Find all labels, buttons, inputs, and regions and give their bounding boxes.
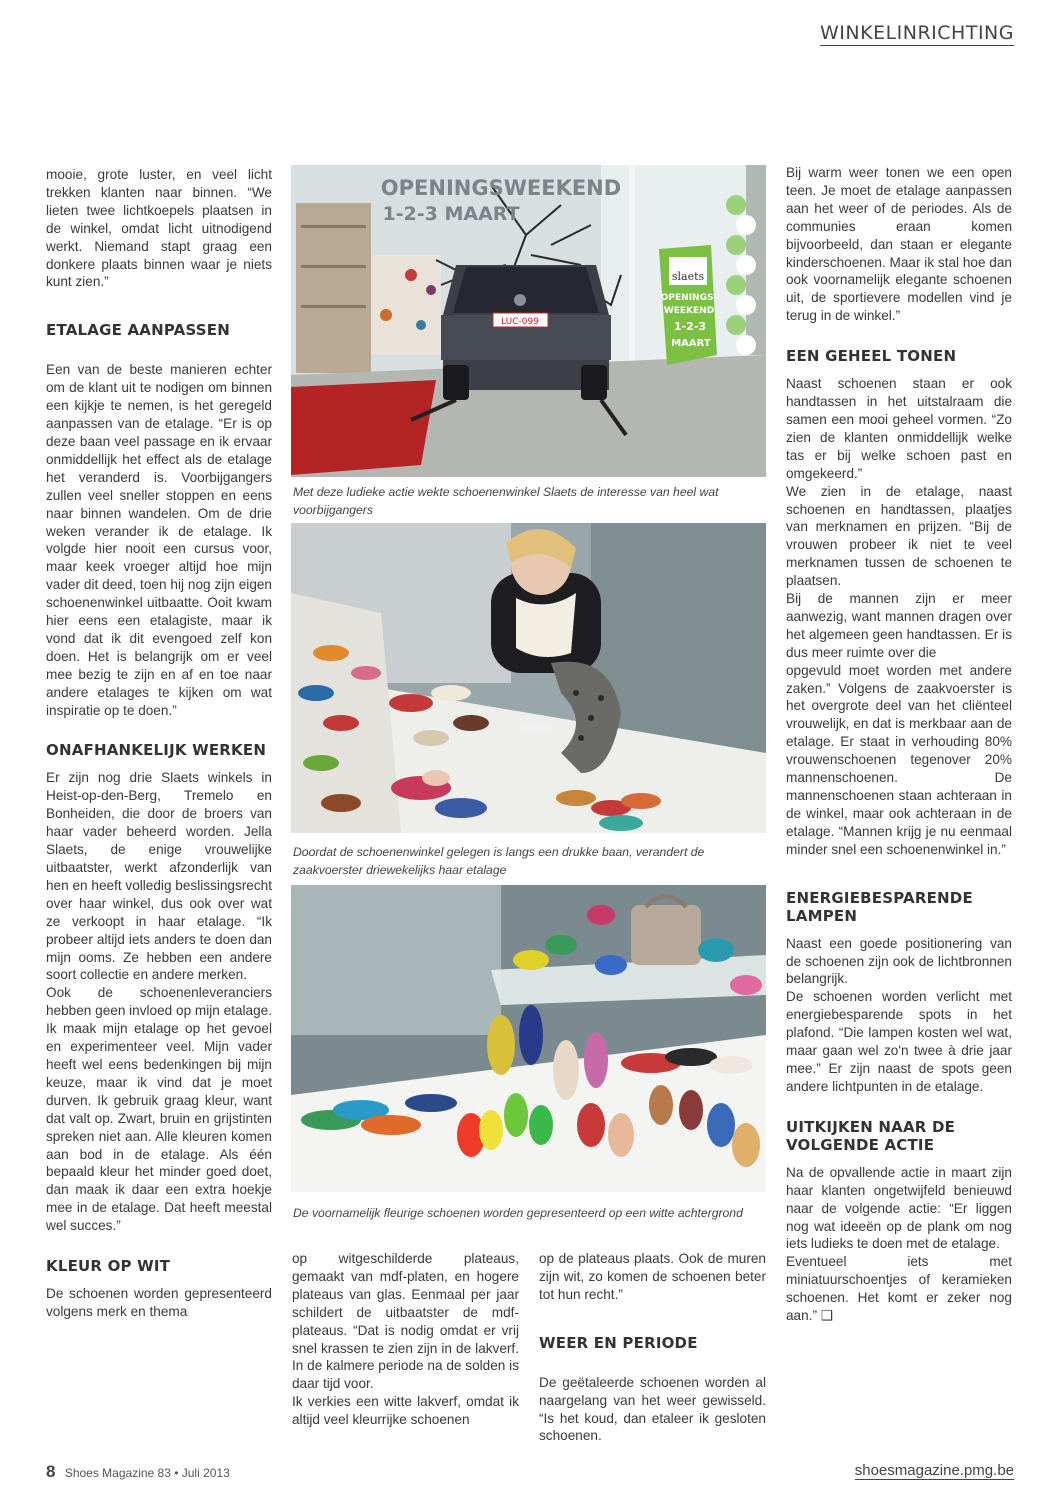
storefront-photo bbox=[291, 165, 766, 477]
subheading: ENERGIEBESPARENDE LAMPEN bbox=[786, 888, 973, 925]
paragraph: De schoenen worden verlicht met energiebesparende spots in het plafond. “Die lampen kosten wel wat, maar gaan wel zo'n twee à drie jaar mee.” Er zijn naast de spots geen andere lichtpunten in de etalage. bbox=[786, 989, 1012, 1094]
paragraph: Er zijn nog drie Slaets winkels in Heist-op-den-Berg, Tremelo en Bonheiden, die door de broers van haar vader beheerd worden. Jella Slaets, de enige vrouwelijke uitbaatster, werkt afzonderlijk van hen en heeft volledig beslissingsrecht over haar winkel, dus ook over wat ze verkoopt in haar etalage. “Ik probeer altijd iets anders te doen dan mijn ooms. Ze hebben een andere soort collectie en andere merken. bbox=[46, 770, 272, 983]
paragraph: op witgeschilderde plateaus, gemaakt van mdf-platen, en hogere plateaus van glas. Eenmaal per jaar schildert de uitbaatster de mdf-plateaus. “Dat is nodig omdat er vrij snel krassen te zien zijn in de lakverf. In de kalmere periode na de solden is daar tijd voor. bbox=[292, 1251, 519, 1392]
paragraph: mooie, grote luster, en veel licht trekken klanten naar binnen. “We lieten twee lichtkoepels plaatsen in de winkel, omdat licht uitnodigend werkt. Niemand stapt graag een donkere plaats binnen waar je niets kunt zien.” bbox=[46, 167, 272, 290]
arranging-photo bbox=[291, 523, 766, 833]
subheading: ETALAGE AANPASSEN bbox=[46, 321, 231, 340]
section-label: WINKELINRICHTING bbox=[820, 22, 1014, 44]
paragraph: opgevuld moet worden met andere zaken.” Volgens de zaakvoerster is het overgrote deel van het cliënteel vrouwelijk, en dat is merkbaar aan de etalage. Er staat in verhouding 80% vrouwenschoenen tegenover 20% mannenschoenen. De mannenschoenen staan achteraan in de winkel, maar ook achteraan in de etalage. “Mannen krijg je nu eenmaal minder snel een schoenenwinkel in.” bbox=[786, 662, 1012, 857]
paragraph: De geëtaleerde schoenen worden al naargelang van het weer gewisseld. “Is het koud, dan etaleer ik gesloten schoenen. bbox=[539, 1374, 766, 1444]
license-plate: LUC-099 bbox=[501, 317, 539, 327]
sign-text: OPENINGS- bbox=[660, 293, 718, 303]
photo-caption: Met deze ludieke actie wekte schoenenwinkel Slaets de interesse van heel wat voorbijgangers bbox=[293, 485, 719, 517]
sign-text: WEEKEND bbox=[663, 306, 715, 316]
paragraph: Naast schoenen staan er ook handtassen in het uitstalraam die samen een mooi geheel vormen. “Zo zien de klanten onmiddellijk welke tas er bij welke schoen past en omgekeerd.” bbox=[786, 376, 1012, 481]
sign-text: 1-2-3 bbox=[673, 320, 707, 333]
photo-caption: De voornamelijk fleurige schoenen worden gepresenteerd op een witte achtergrond bbox=[293, 1206, 743, 1220]
paragraph: Bij de mannen zijn er meer aanwezig, want mannen dragen over het algemeen geen handtassen. Er is dus meer ruimte over die bbox=[786, 591, 1012, 660]
display-photo bbox=[291, 885, 766, 1192]
paragraph: Ik verkies een witte lakverf, omdat ik altijd veel kleurrijke schoenen bbox=[292, 1394, 519, 1428]
paragraph: De schoenen worden gepresenteerd volgens merk en thema bbox=[46, 1286, 272, 1319]
paragraph: We zien in de etalage, naast schoenen en handtassen, plaatjes van merknamen en prijzen. “Bij de vrouwen probeer ik niet te veel merknamen tussen de schoenen te plaatsen. bbox=[786, 483, 1012, 589]
paragraph: Naast een goede positionering van de schoenen zijn ook de lichtbronnen belangrijk. bbox=[786, 935, 1012, 987]
paragraph: Ik maak mijn etalage op het gevoel en experimenteer veel. Mijn vader heeft wel eens bedenkingen bij mijn keuze, maar ik vind dat je moet durven. Ik gebruik graag kleur, want dat valt op. Zwart, bruin en grijstinten spreken niet aan. Alle kleuren komen aan bod in de etalage. Als één bepaald kleur het minder goed doet, dan maak ik daar een extra hoekje mee in de etalage. Dat heeft meestal wel succes.” bbox=[46, 1021, 272, 1234]
paragraph: op de plateaus plaats. Ook de muren zijn wit, zo komen de schoenen beter tot hun recht.” bbox=[539, 1251, 766, 1302]
photo-caption: Doordat de schoenenwinkel gelegen is langs een drukke baan, verandert de zaakvoerster driewekelijks haar etalage bbox=[293, 845, 705, 877]
sign-brand: slaets bbox=[671, 270, 705, 283]
article-column-3 bbox=[539, 1250, 766, 1445]
page-number: 8 bbox=[46, 1462, 56, 1481]
page-footer bbox=[46, 1462, 230, 1482]
subheading: UITKIJKEN NAAR DE VOLGENDE ACTIE bbox=[786, 1117, 956, 1154]
paragraph: Bij warm weer tonen we een open teen. Je moet de etalage aanpassen aan het weer of de periodes. Als de communies eraan komen bijvoorbeeld, dan staan er elegante kinderschoenen. Maar ik stal hoe dan ook voornamelijk elegante schoenen uit, de sportievere modellen vind je terug in de winkel.” bbox=[786, 165, 1012, 324]
article-column-1 bbox=[46, 166, 272, 1321]
subheading: KLEUR OP WIT bbox=[46, 1257, 171, 1276]
paragraph: Eventueel iets met miniatuurschoentjes of keramieken schoenen. Het komt er zeker nog aan.” ❑ bbox=[786, 1254, 1012, 1324]
window-banner-date: 1-2-3 MAART bbox=[382, 203, 520, 225]
article-column-4 bbox=[786, 164, 1012, 1325]
subheading: EEN GEHEEL TONEN bbox=[786, 347, 957, 366]
paragraph: Na de opvallende actie in maart zijn haar klanten ongetwijfeld benieuwd naar de volgende actie: “Er liggen nog wat ideeën op de plank om nog iets ludieks te doen met de etalage. bbox=[786, 1164, 1012, 1252]
magazine-url[interactable]: shoesmagazine.pmg.be bbox=[854, 1462, 1014, 1479]
issue-info: Shoes Magazine 83 • Juli 2013 bbox=[64, 1466, 230, 1480]
article-column-2 bbox=[292, 1250, 519, 1429]
subheading: ONAFHANKELIJK WERKEN bbox=[46, 741, 267, 760]
window-banner: OPENINGSWEEKEND bbox=[380, 176, 622, 200]
paragraph: Een van de beste manieren echter om de klant uit te nodigen om binnen een kijkje te nemen, is het geregeld aanpassen van de etalage. “Er is op deze baan veel passage en ik ervaar onmiddellijk het effect als de etalage het veranderd is. Voorbijgangers zullen veel sneller stoppen en eens naar binnen wandelen. Om de drie weken verander ik de etalage. Ik volgde hier nooit een cursus voor, maar keek vroeger altijd hoe mijn vader dit deed, toen hij nog zijn eigen schoenenwinkel uitbaatte. Ooit kwam hier eens een etalagiste, maar ik vond dat ik dit evengoed zelf kon doen. Het is belangrijk om er veel mee bezig te zijn en af en toe naar andere etalages te kijken om wat inspiratie op te doen.” bbox=[46, 362, 272, 718]
subheading: WEER EN PERIODE bbox=[539, 1333, 698, 1352]
paragraph: Ook de schoenenleveranciers hebben geen invloed op mijn etalage. bbox=[46, 985, 272, 1019]
sign-text: MAART bbox=[671, 338, 711, 349]
